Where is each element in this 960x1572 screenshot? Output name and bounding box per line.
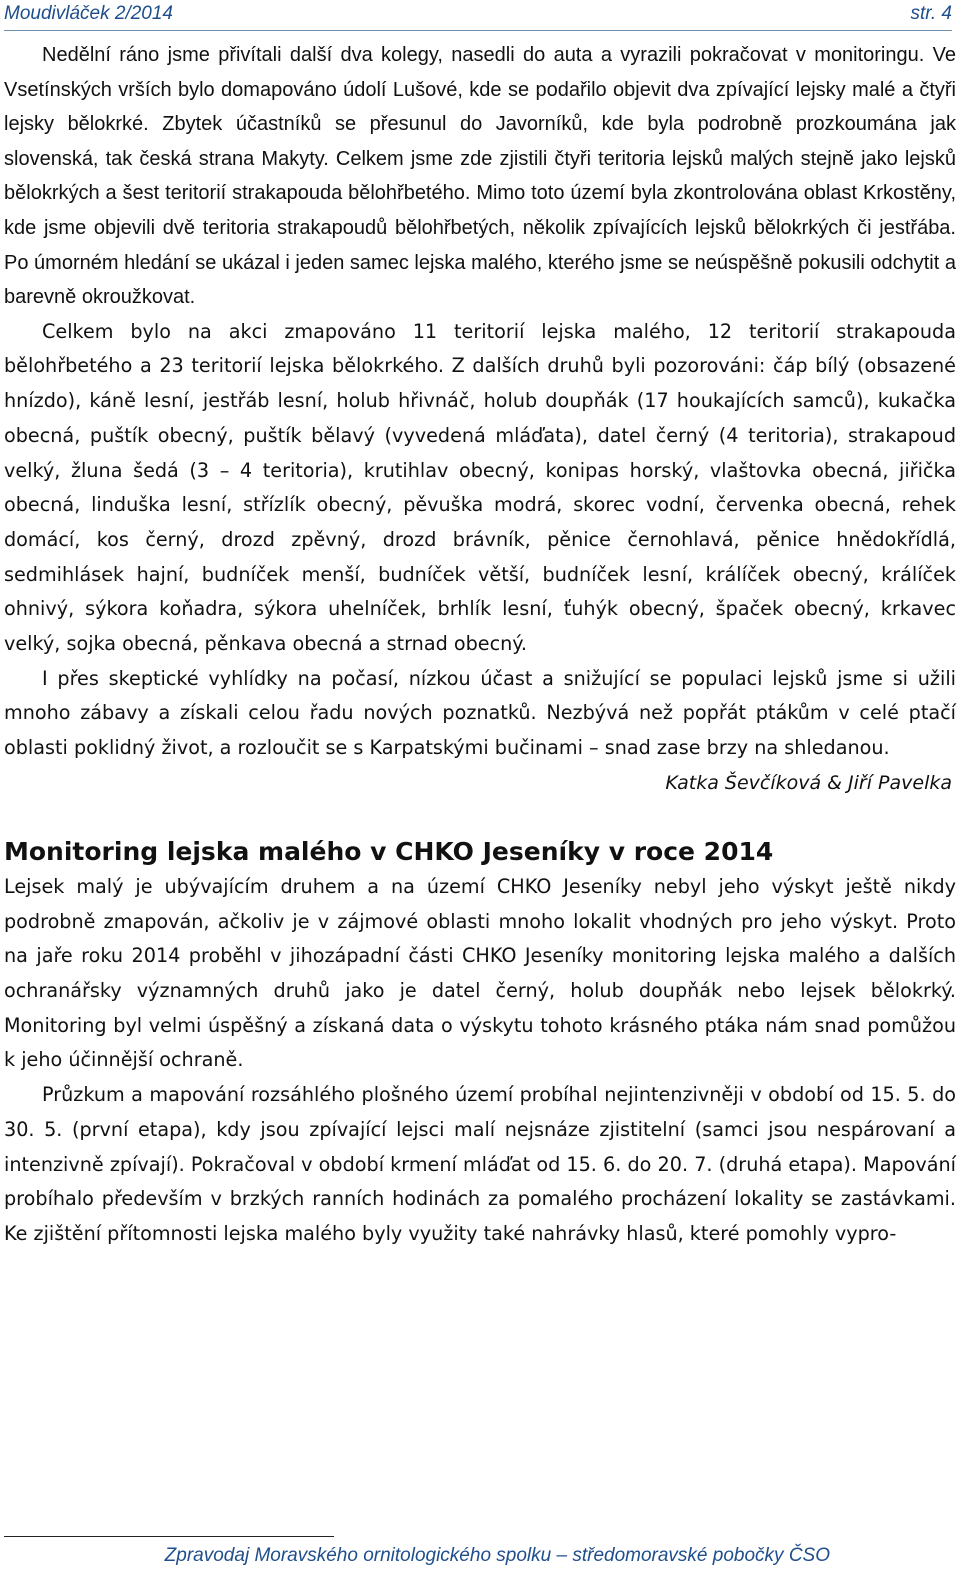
article1-paragraph-3: I přes skeptické vyhlídky na počasí, nízkou účast a snižující se populaci lejsků jsme si užili mnoho zábavy a získali celou řadu nových poznatků. Nezbývá než popřát ptákům v celé ptačí oblasti poklidný život, a rozloučit se s Karpatskými bučinami – snad zase brzy na shledanou.: [4, 666, 956, 760]
article1-signature: Katka Ševčíková & Jiří Pavelka: [665, 771, 952, 794]
page-content: [4, 38, 956, 1252]
article2-paragraph-2: Průzkum a mapování rozsáhlého plošného území probíhal nejintenzivněji v období od 15. 5. do 30. 5. (první etapa), kdy jsou zpívající lejsci malí nejsnáze zjistitelní (samci jsou nespárovaní a intenzivně zpívají). Pokračoval v období krmení mláďat od 15. 6. do 20. 7. (druhá etapa). Mapování probíhalo především v brzkých ranních hodinách za pomalého procházení lokality se zastávkami. Ke zjištění přítomnosti lejska malého byly využity také nahrávky hlasů, které pomohly vypro-: [4, 1083, 956, 1245]
page-number: str. 4: [910, 3, 952, 24]
article2-paragraph-1: Lejsek malý je ubývajícím druhem a na území CHKO Jeseníky nebyl jeho výskyt ještě nikdy podrobně zmapován, ačkoliv je v zájmové oblasti mnoho lokalit vhodných pro jeho výskyt. Proto na jaře roku 2014 proběhl v jihozápadní části CHKO Jeseníky monitoring lejska malého a dalších ochranářsky významných druhů jako je datel černý, holub doupňák nebo lejsek bělokrký. Monitoring byl velmi úspěšný a získaná data o výskytu tohoto krásného ptáka nám snad pomůžou k jeho účinnější ochraně.: [4, 874, 956, 1072]
publication-title: Moudivláček 2/2014: [4, 3, 173, 24]
footer-divider: [4, 1536, 334, 1537]
page-footer: Zpravodaj Moravského ornitologického spolku – středomoravské pobočky ČSO: [164, 1545, 830, 1566]
article1-paragraph-1: Nedělní ráno jsme přivítali další dva kolegy, nasedli do auta a vyrazili pokračovat v monitoringu. Ve Vsetínských vrších bylo domapováno údolí Lušové, kde se podařilo objevit dva zpívající lejsky malé a čtyři lejsky bělokrké. Zbytek účastníků se přesunul do Javorníků, kde byla podrobně prozkoumána jak slovenská, tak česká strana Makyty. Celkem jsme zde zjistili čtyři teritoria lejsků malých stejně jako lejsků bělokrkých a šest teritorií strakapouda bělohřbetého. Mimo toto území byla zkontrolována oblast Krkostěny, kde jsme objevili dvě teritoria strakapoudů bělohřbetých, několik zpívajících lejsků bělokrkých či jestřába. Po úmorném hledání se ukázal i jeden samec lejska malého, kterého jsme se neúspěšně pokusili odchytit a barevně okroužkovat.: [4, 44, 956, 309]
article2-title: Monitoring lejska malého v CHKO Jeseníky v roce 2014: [4, 836, 774, 866]
page-header: [4, 0, 952, 31]
article1-paragraph-2: Celkem bylo na akci zmapováno 11 teritorií lejska malého, 12 teritorií strakapouda bělohřbetého a 23 teritorií lejska bělokrkého. Z dalších druhů byli pozorováni: čáp bílý (obsazené hnízdo), káně lesní, jestřáb lesní, holub hřivnáč, holub doupňák (17 houkajících samců), kukačka obecná, puštík obecný, puštík bělavý (vyvedená mláďata), datel černý (4 teritoria), strakapoud velký, žluna šedá (3 – 4 teritoria), krutihlav obecný, konipas horský, vlaštovka obecná, jiřička obecná, linduška lesní, střízlík obecný, pěvuška modrá, skorec vodní, červenka obecná, rehek domácí, kos černý, drozd zpěvný, drozd brávník, pěnice černohlavá, pěnice hnědokřídlá, sedmihlásek hajní, budníček menší, budníček větší, budníček lesní, králíček obecný, králíček ohnivý, sýkora koňadra, sýkora uhelníček, brhlík lesní, ťuhýk obecný, špaček obecný, krkavec velký, sojka obecná, pěnkava obecná a strnad obecný.: [4, 319, 956, 656]
